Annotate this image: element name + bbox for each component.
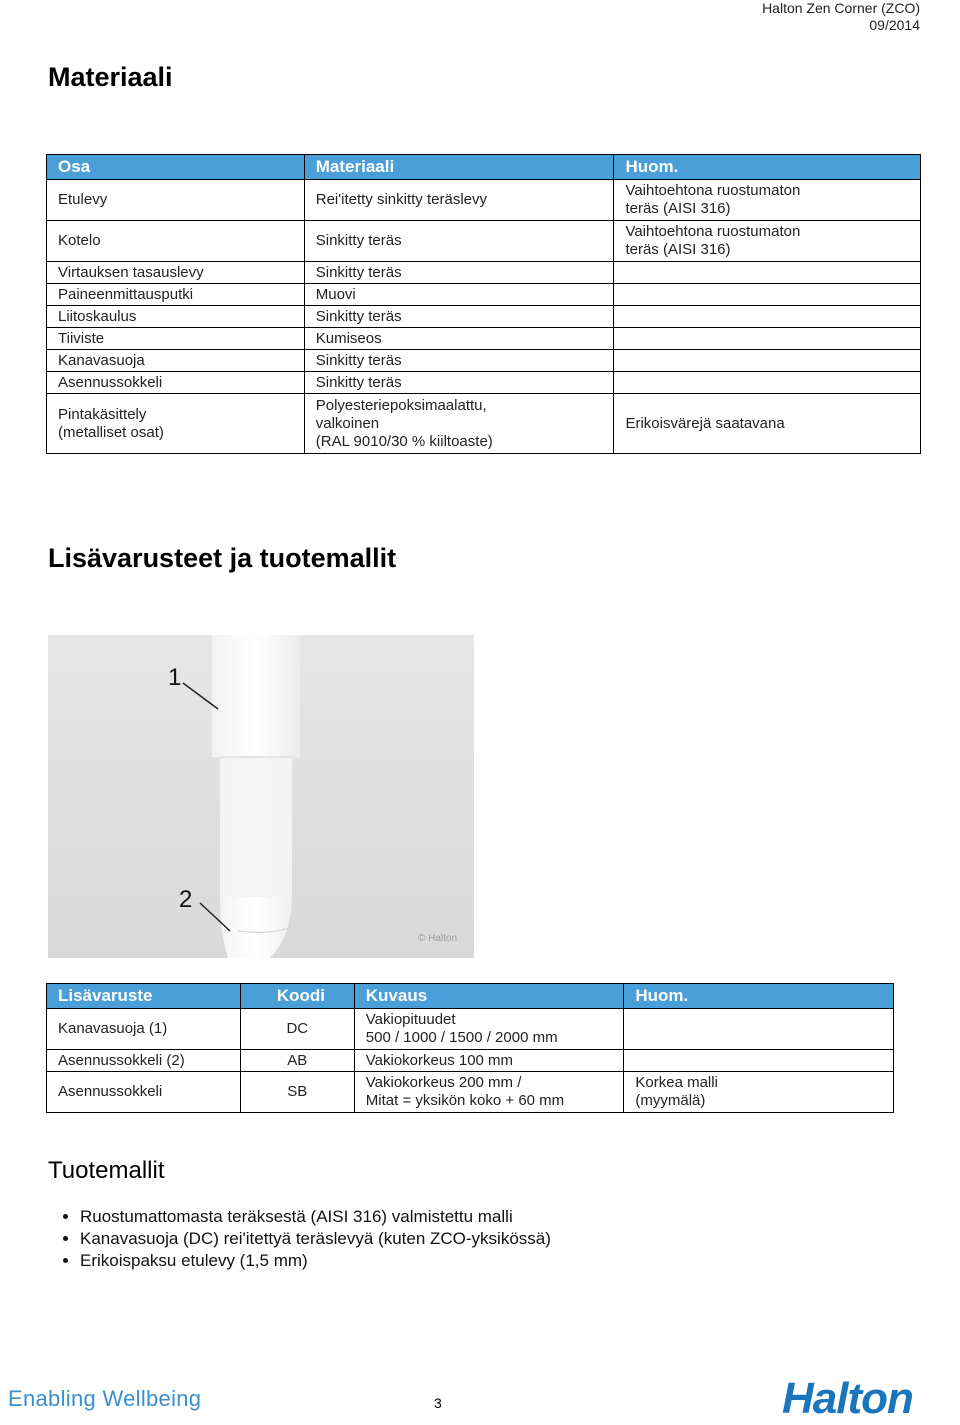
models-heading: Tuotemallit xyxy=(48,1157,165,1184)
document-header xyxy=(762,0,920,34)
material-line: (RAL 9010/30 % kiiltoaste) xyxy=(315,432,493,450)
desc-line: Vakiokorkeus 200 mm / xyxy=(365,1074,522,1091)
product-illustration xyxy=(48,635,474,958)
table-row xyxy=(47,1009,894,1050)
cell-note xyxy=(614,328,921,350)
table-header-row xyxy=(47,155,921,180)
accessories-heading: Lisävarusteet ja tuotemallit xyxy=(48,543,397,573)
list-item: • Ruostumattomasta teräksestä (AISI 316) valmistettu malli xyxy=(80,1206,551,1228)
table-row xyxy=(47,306,921,328)
cell-material: Kumiseos xyxy=(304,328,614,350)
col-header-description: Kuvaus xyxy=(354,984,624,1009)
col-header-accessory: Lisävaruste xyxy=(47,984,241,1009)
cell-part xyxy=(47,394,305,454)
cell-part: Paineenmittausputki xyxy=(47,284,305,306)
models-list xyxy=(48,1206,551,1272)
cell-material: Rei'itetty sinkitty teräslevy xyxy=(304,180,614,221)
cell-note xyxy=(614,221,921,262)
header-date: 09/2014 xyxy=(869,17,920,33)
table-row xyxy=(47,1050,894,1072)
desc-line: Vakiopituudet xyxy=(365,1011,456,1028)
note-line: Vaihtoehtona ruostumaton xyxy=(625,182,801,199)
cell-part: Etulevy xyxy=(47,180,305,221)
cell-material: Muovi xyxy=(304,284,614,306)
cell-material xyxy=(304,394,614,454)
note-line: teräs (AISI 316) xyxy=(625,241,731,258)
col-header-note: Huom. xyxy=(614,155,921,180)
cell-note xyxy=(624,1050,894,1072)
cell-description: Vakiokorkeus 100 mm xyxy=(354,1050,624,1072)
list-item: • Erikoispaksu etulevy (1,5 mm) xyxy=(80,1250,551,1272)
cell-material: Sinkitty teräs xyxy=(304,262,614,284)
note-line: Korkea malli xyxy=(635,1074,718,1091)
material-line: Polyesteriepoksimaalattu, xyxy=(315,396,487,414)
note-line: (myymälä) xyxy=(635,1092,706,1109)
table-row xyxy=(47,221,921,262)
table-row xyxy=(47,394,921,454)
cell-note xyxy=(624,1009,894,1050)
part-line: Pintakäsittely xyxy=(58,405,147,423)
cell-material: Sinkitty teräs xyxy=(304,372,614,394)
accessories-table xyxy=(46,983,894,1113)
cell-part: Tiiviste xyxy=(47,328,305,350)
table-header-row xyxy=(47,984,894,1009)
part-line: (metalliset osat) xyxy=(58,423,164,441)
cell-note xyxy=(614,262,921,284)
cell-code: SB xyxy=(240,1072,354,1113)
cell-material: Sinkitty teräs xyxy=(304,306,614,328)
cell-accessory: Asennussokkeli (2) xyxy=(47,1050,241,1072)
cell-code: DC xyxy=(240,1009,354,1050)
table-row xyxy=(47,180,921,221)
product-photo xyxy=(48,635,474,958)
materials-heading: Materiaali xyxy=(48,62,173,92)
col-header-code: Koodi xyxy=(240,984,354,1009)
cell-part: Kotelo xyxy=(47,221,305,262)
col-header-part: Osa xyxy=(47,155,305,180)
desc-line: Mitat = yksikön koko + 60 mm xyxy=(365,1092,565,1109)
cell-description xyxy=(354,1009,624,1050)
table-row xyxy=(47,262,921,284)
footer-slogan: Enabling Wellbeing xyxy=(8,1386,202,1411)
cell-note xyxy=(614,306,921,328)
col-header-material: Materiaali xyxy=(304,155,614,180)
cell-note xyxy=(614,180,921,221)
materials-table xyxy=(46,154,921,454)
cell-part: Kanavasuoja xyxy=(47,350,305,372)
callout-2: 2 xyxy=(179,886,193,913)
cell-accessory: Kanavasuoja (1) xyxy=(47,1009,241,1050)
page-number: 3 xyxy=(434,1395,442,1411)
note-line: Vaihtoehtona ruostumaton xyxy=(625,223,801,240)
cell-note xyxy=(614,284,921,306)
cell-accessory: Asennussokkeli xyxy=(47,1072,241,1113)
table-row xyxy=(47,350,921,372)
cell-note: Erikoisvärejä saatavana xyxy=(614,394,921,454)
cell-material: Sinkitty teräs xyxy=(304,221,614,262)
cell-part: Liitoskaulus xyxy=(47,306,305,328)
material-line: valkoinen xyxy=(315,414,380,432)
cell-note xyxy=(614,350,921,372)
cell-part: Asennussokkeli xyxy=(47,372,305,394)
cell-description xyxy=(354,1072,624,1113)
unit-body-shape xyxy=(220,757,292,897)
cell-note xyxy=(624,1072,894,1113)
col-header-note: Huom. xyxy=(624,984,894,1009)
cell-code: AB xyxy=(240,1050,354,1072)
table-row xyxy=(47,1072,894,1113)
note-line: teräs (AISI 316) xyxy=(625,200,731,217)
list-item: • Kanavasuoja (DC) rei'itettyä teräslevyä (kuten ZCO-yksikössä) xyxy=(80,1228,551,1250)
logo-wordmark: Halton xyxy=(782,1374,913,1420)
cell-part: Virtauksen tasauslevy xyxy=(47,262,305,284)
table-row xyxy=(47,284,921,306)
table-row xyxy=(47,328,921,350)
halton-logo xyxy=(780,1372,960,1420)
cell-material: Sinkitty teräs xyxy=(304,350,614,372)
header-product: Halton Zen Corner (ZCO) xyxy=(762,0,920,16)
callout-1: 1 xyxy=(168,664,182,691)
cell-note xyxy=(614,372,921,394)
photo-watermark: © Halton xyxy=(418,933,458,944)
table-row xyxy=(47,372,921,394)
desc-line: 500 / 1000 / 1500 / 2000 mm xyxy=(365,1029,558,1046)
